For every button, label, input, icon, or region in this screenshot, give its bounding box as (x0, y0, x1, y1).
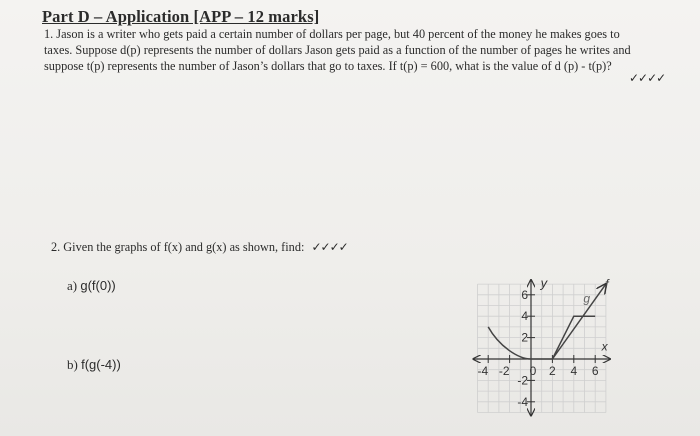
part-a-expression: g(f(0)) (80, 278, 116, 293)
x-tick-label: -2 (498, 364, 510, 378)
y-tick-label: -4 (517, 394, 528, 409)
part-b-expression: f(g(-4)) (81, 357, 121, 372)
question-1-mark-ticks: ✓✓✓✓ (629, 71, 666, 85)
part-b-label: b) (67, 357, 78, 372)
g-graph-line (552, 284, 606, 359)
question-2-text: 2. Given the graphs of f(x) and g(x) as shown, find: (51, 240, 305, 254)
part-a-label: a) (67, 278, 78, 293)
x-tick-label: -4 (477, 364, 489, 378)
x-tick-label: 4 (570, 364, 578, 378)
y-axis-label: y (540, 275, 548, 291)
section-heading: Part D – Application [APP – 12 marks] (42, 7, 320, 26)
g-graph-label: g (583, 291, 591, 306)
x-tick-label: 2 (549, 364, 556, 378)
x-tick-label: 0 (529, 364, 537, 378)
question-1-line: taxes. Suppose d(p) represents the number of dollars Jason gets paid as a function of the number of pages he writes and (44, 43, 631, 57)
y-tick-label: 2 (521, 330, 528, 345)
y-tick-label: 4 (521, 309, 528, 324)
question-1-line: suppose t(p) represents the number of Jason’s dollars that go to taxes. If t(p) = 600, what is the value of d (p) - t(p)? (44, 59, 612, 73)
x-axis-label: x (601, 339, 608, 354)
x-tick-label: 6 (591, 364, 599, 378)
f-graph-label: f (604, 276, 609, 292)
question-1-line: 1. Jason is a writer who gets paid a certain number of dollars per page, but 40 percent of the money he makes goes to (44, 27, 620, 41)
y-tick-label: 6 (521, 287, 528, 302)
y-tick-label: -2 (517, 373, 528, 388)
question-2-mark-ticks: ✓✓✓✓ (311, 240, 348, 254)
